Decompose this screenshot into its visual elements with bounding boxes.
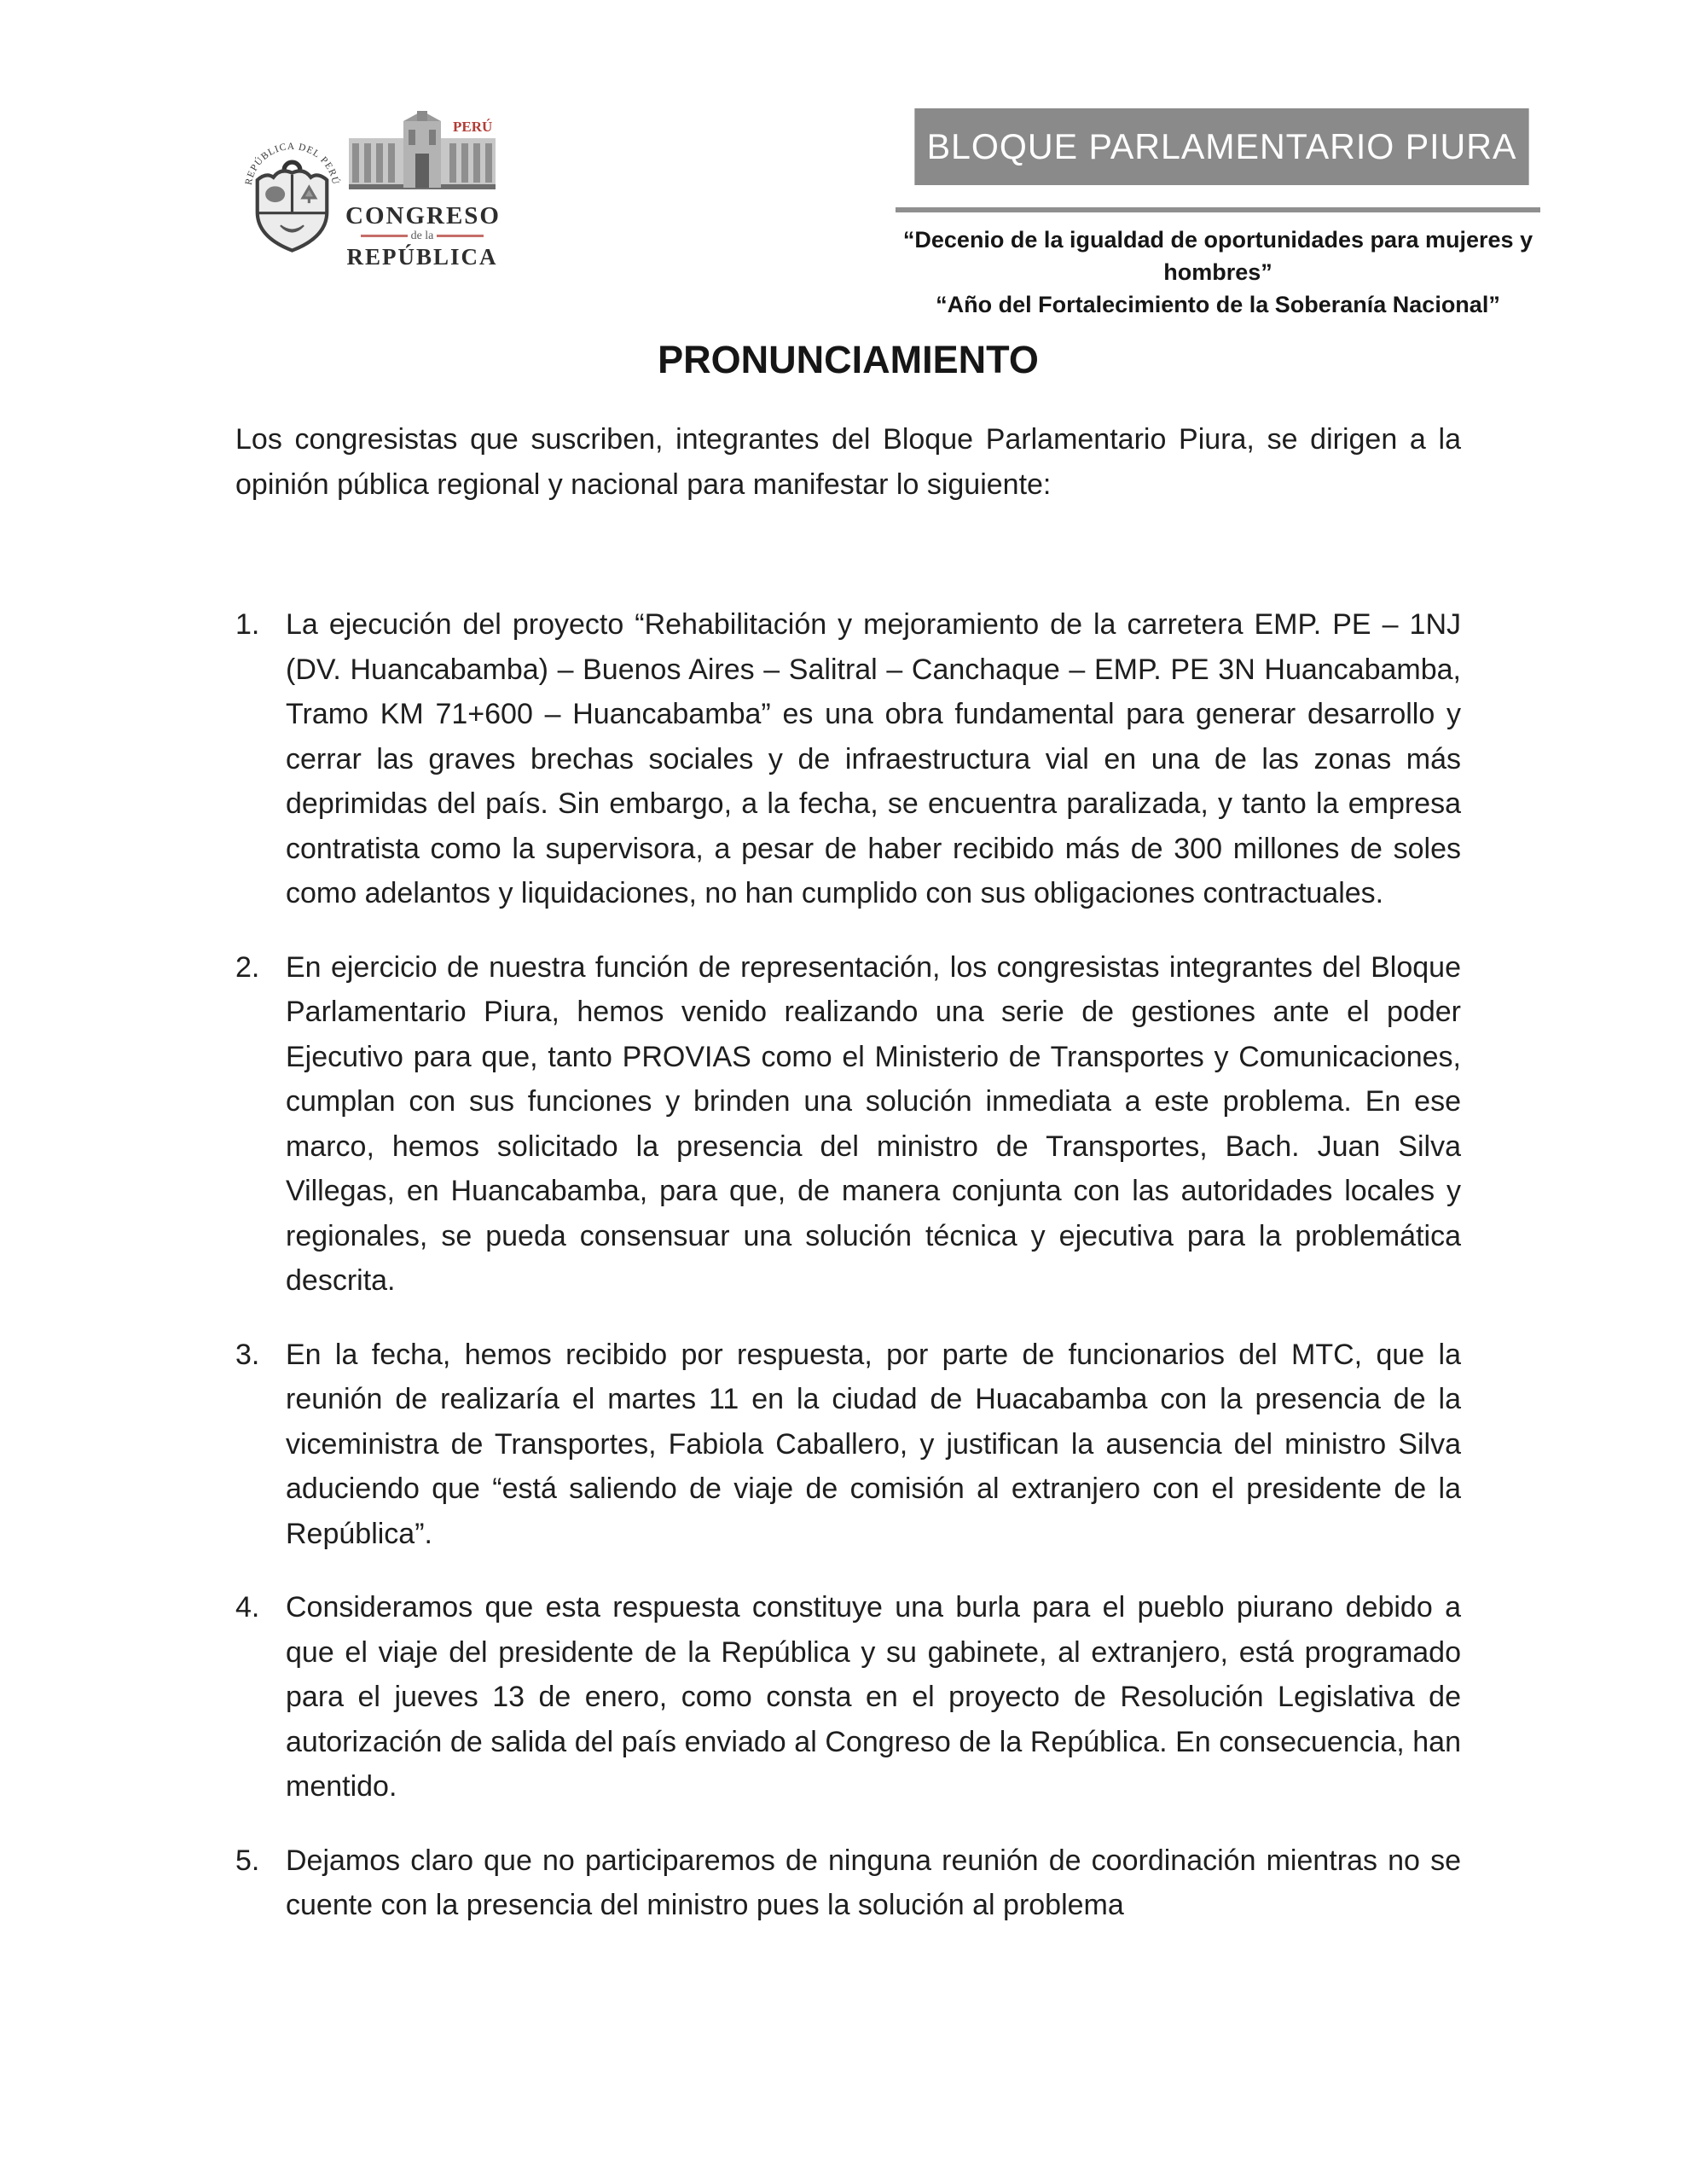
congress-logo-dela: de la: [345, 230, 499, 242]
item-text: La ejecución del proyecto “Rehabilitación y mejoramiento de la carretera EMP. PE – 1NJ (DV. Huancabamba) – Buenos Aires – Salitral – Canchaque – EMP. PE 3N Huancabamba, Tramo KM 71+600 – Huancabamba” es una obra fundamental para generar desarrollo y cerrar las graves brechas sociales y de infraestructura vial en una de las zonas más deprimidas del país. Sin embargo, a la fecha, se encuentra paralizada, y tanto la empresa contratista como la supervisora, a pesar de haber recibido más de 300 millones de soles como adelantos y liquidaciones, no han cumplido con sus obligaciones contractuales.: [286, 608, 1461, 909]
header-divider-rule: [896, 207, 1540, 212]
congress-logo-republica: REPÚBLICA: [346, 244, 498, 270]
item-number: 1.: [235, 608, 260, 641]
congress-logo-name: CONGRESO: [345, 202, 501, 229]
seal-curved-text: REPÚBLICA DEL PERÚ: [243, 141, 341, 186]
item-number: 2.: [235, 950, 260, 984]
intro-paragraph: Los congresistas que suscriben, integrantes del Bloque Parlamentario Piura, se dirigen a la opinión pública regional y nacional para manifestar lo siguiente:: [235, 423, 1461, 501]
list-item: [235, 1585, 1461, 1809]
list-item: [235, 945, 1461, 1304]
item-text: Dejamos claro que no participaremos de ninguna reunión de coordinación mientras no se cuente con la presencia del ministro pues la solución al problema: [286, 1844, 1461, 1921]
motto-line-2: “Año del Fortalecimiento de la Soberanía Nacional”: [936, 292, 1500, 317]
letterhead-right-column: [896, 108, 1540, 321]
item-text: En la fecha, hemos recibido por respuesta, por parte de funcionarios del MTC, que la reunión de realizaría el martes 11 en la ciudad de Huacabamba con la presencia de la viceministra de Transportes, Fabiola Caballero, y justifican la ausencia del ministro Silva aduciendo que “está saliendo de viaje de comisión al extranjero con el presidente de la República”.: [286, 1338, 1461, 1550]
red-rule-left: [361, 235, 408, 237]
numbered-list: [235, 602, 1461, 1928]
item-text: En ejercicio de nuestra función de representación, los congresistas integrantes del Bloque Parlamentario Piura, hemos venido realizando una serie de gestiones ante el poder Ejecutivo para que, tanto PROVIAS como el Ministerio de Transportes y Comunicaciones, cumplan con sus funciones y brinden una solución inmediata a este problema. En ese marco, hemos solicitado la presencia del ministro de Transportes, Bach. Juan Silva Villegas, en Huancabamba, para que, de manera conjunta con las autoridades locales y regionales, se pueda consensuar una solución técnica y ejecutiva para la problemática descrita.: [286, 950, 1461, 1297]
list-item: [235, 1838, 1461, 1928]
red-rule-right: [437, 235, 484, 237]
item-number: 3.: [235, 1338, 260, 1371]
official-mottos: [896, 224, 1540, 321]
peru-coat-of-arms-seal: [243, 119, 341, 260]
list-item: [235, 602, 1461, 916]
congress-logo: [345, 109, 499, 270]
letterhead: [0, 0, 1687, 337]
congress-building-icon: [345, 109, 499, 201]
item-number: 5.: [235, 1844, 260, 1877]
item-text: Consideramos que esta respuesta constituye una burla para el pueblo piurano debido a que el viaje del presidente de la República y su gabinete, al extranjero, está programado para el jueves 13 de enero, como consta en el proyecto de Resolución Legislativa de autorización de salida del país enviado al Congreso de la República. En consecuencia, han mentido.: [286, 1591, 1461, 1803]
motto-line-1: “Decenio de la igualdad de oportunidades para mujeres y hombres”: [902, 227, 1533, 285]
parliamentary-bloc-banner: BLOQUE PARLAMENTARIO PIURA: [914, 108, 1528, 185]
list-item: [235, 1333, 1461, 1557]
congress-logo-country-label: PERÚ: [453, 119, 493, 135]
seal-vicuna-quarter: [265, 186, 285, 202]
item-number: 4.: [235, 1591, 260, 1623]
page-title: PRONUNCIAMIENTO: [658, 338, 1039, 381]
